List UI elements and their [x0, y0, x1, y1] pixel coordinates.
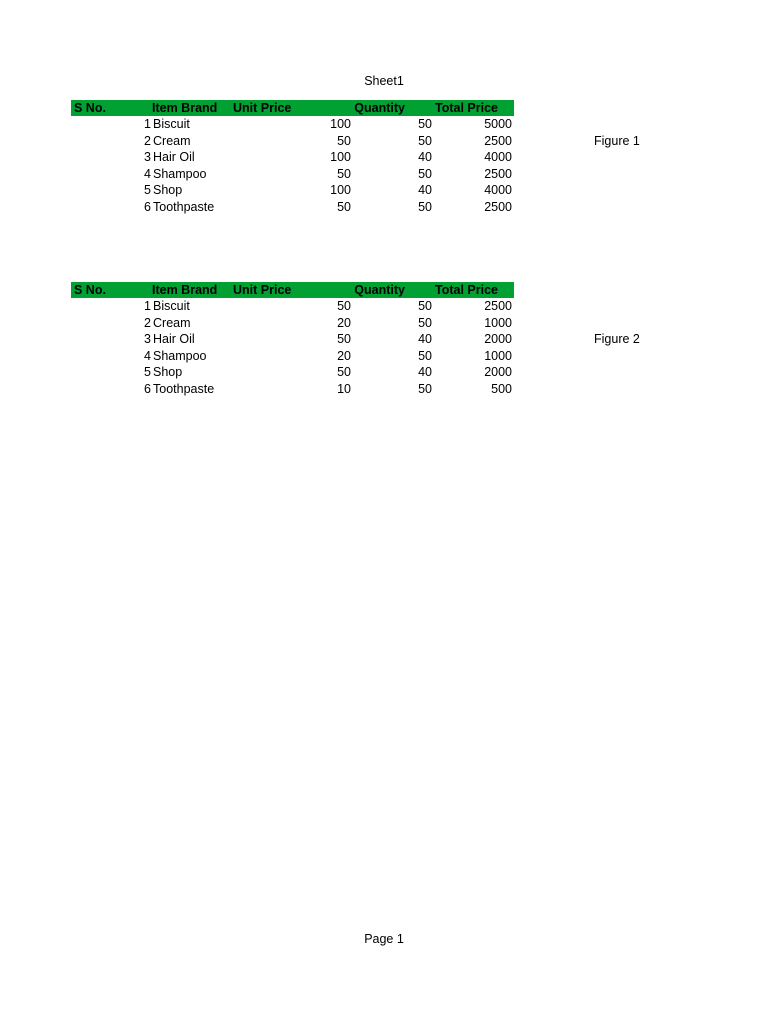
cell-brand: Cream: [153, 315, 191, 330]
cell-quantity: 50: [418, 166, 432, 181]
table-row: [71, 381, 514, 398]
cell-total-price: 1000: [484, 315, 512, 330]
table-row: [71, 315, 514, 332]
cell-unit-price: 20: [337, 315, 351, 330]
cell-total-price: 2500: [484, 299, 512, 313]
cell-unit-price: 50: [337, 166, 351, 181]
table-row: [71, 199, 514, 216]
cell-sno: 3: [144, 150, 151, 164]
table-row: [71, 298, 514, 315]
cell-brand: Shampoo: [153, 348, 207, 363]
cell-brand: Biscuit: [153, 117, 190, 131]
cell-brand: Hair Oil: [153, 332, 195, 346]
header-total-price: Total Price: [435, 283, 498, 297]
cell-unit-price: 10: [337, 381, 351, 396]
cell-sno: 1: [144, 299, 151, 313]
sheet-title: Sheet1: [364, 74, 404, 88]
cell-sno: 3: [144, 332, 151, 346]
cell-brand: Shampoo: [153, 166, 207, 181]
cell-unit-price: 50: [337, 332, 351, 346]
cell-sno: 6: [144, 199, 151, 214]
cell-quantity: 50: [418, 381, 432, 396]
header-item-brand: Item Brand: [152, 101, 218, 115]
header-sno: S No.: [74, 283, 106, 297]
cell-unit-price: 100: [330, 117, 351, 131]
table-row: [71, 149, 514, 166]
header-unit-price: Unit Price: [233, 101, 292, 115]
cell-total-price: 5000: [484, 117, 512, 131]
page-footer: Page 1: [364, 932, 404, 946]
cell-brand: Biscuit: [153, 299, 190, 313]
cell-brand: Shop: [153, 183, 183, 197]
cell-brand: Toothpaste: [153, 381, 215, 396]
cell-sno: 4: [144, 166, 151, 181]
table-row: [71, 331, 514, 348]
table-row: [71, 182, 514, 199]
cell-total-price: 4000: [484, 150, 512, 164]
table-row: [71, 364, 514, 381]
figure-1-label: Figure 1: [594, 134, 640, 148]
figure-2-label: Figure 2: [594, 332, 640, 346]
cell-total-price: 500: [491, 381, 512, 396]
cell-brand: Hair Oil: [153, 150, 195, 164]
header-quantity: Quantity: [354, 283, 405, 297]
table-row: [71, 166, 514, 183]
cell-quantity: 50: [418, 315, 432, 330]
table-row: [71, 116, 514, 133]
cell-quantity: 40: [418, 332, 432, 346]
cell-quantity: 50: [418, 299, 432, 313]
cell-total-price: 2500: [484, 166, 512, 181]
cell-brand: Cream: [153, 133, 191, 148]
table-header: [71, 100, 514, 116]
cell-total-price: 2500: [484, 133, 512, 148]
header-sno: S No.: [74, 101, 106, 115]
cell-unit-price: 100: [330, 183, 351, 197]
table-row: [71, 348, 514, 365]
cell-unit-price: 50: [337, 133, 351, 148]
cell-total-price: 1000: [484, 348, 512, 363]
cell-quantity: 40: [418, 365, 432, 379]
cell-quantity: 40: [418, 183, 432, 197]
price-table-2: [71, 282, 514, 397]
cell-quantity: 50: [418, 199, 432, 214]
cell-sno: 1: [144, 117, 151, 131]
header-total-price: Total Price: [435, 101, 498, 115]
cell-quantity: 50: [418, 117, 432, 131]
cell-total-price: 4000: [484, 183, 512, 197]
cell-sno: 6: [144, 381, 151, 396]
cell-unit-price: 50: [337, 365, 351, 379]
header-item-brand: Item Brand: [152, 283, 218, 297]
cell-brand: Shop: [153, 365, 183, 379]
cell-sno: 5: [144, 183, 151, 197]
table-header: [71, 282, 514, 298]
cell-unit-price: 20: [337, 348, 351, 363]
cell-brand: Toothpaste: [153, 199, 215, 214]
cell-total-price: 2000: [484, 365, 512, 379]
cell-unit-price: 50: [337, 299, 351, 313]
cell-sno: 2: [144, 315, 151, 330]
cell-quantity: 50: [418, 133, 432, 148]
cell-total-price: 2500: [484, 199, 512, 214]
header-unit-price: Unit Price: [233, 283, 292, 297]
cell-sno: 5: [144, 365, 151, 379]
cell-unit-price: 100: [330, 150, 351, 164]
cell-quantity: 50: [418, 348, 432, 363]
cell-quantity: 40: [418, 150, 432, 164]
cell-sno: 2: [144, 133, 151, 148]
cell-sno: 4: [144, 348, 151, 363]
price-table-1: [71, 100, 514, 215]
cell-unit-price: 50: [337, 199, 351, 214]
table-row: [71, 133, 514, 150]
cell-total-price: 2000: [484, 332, 512, 346]
header-quantity: Quantity: [354, 101, 405, 115]
